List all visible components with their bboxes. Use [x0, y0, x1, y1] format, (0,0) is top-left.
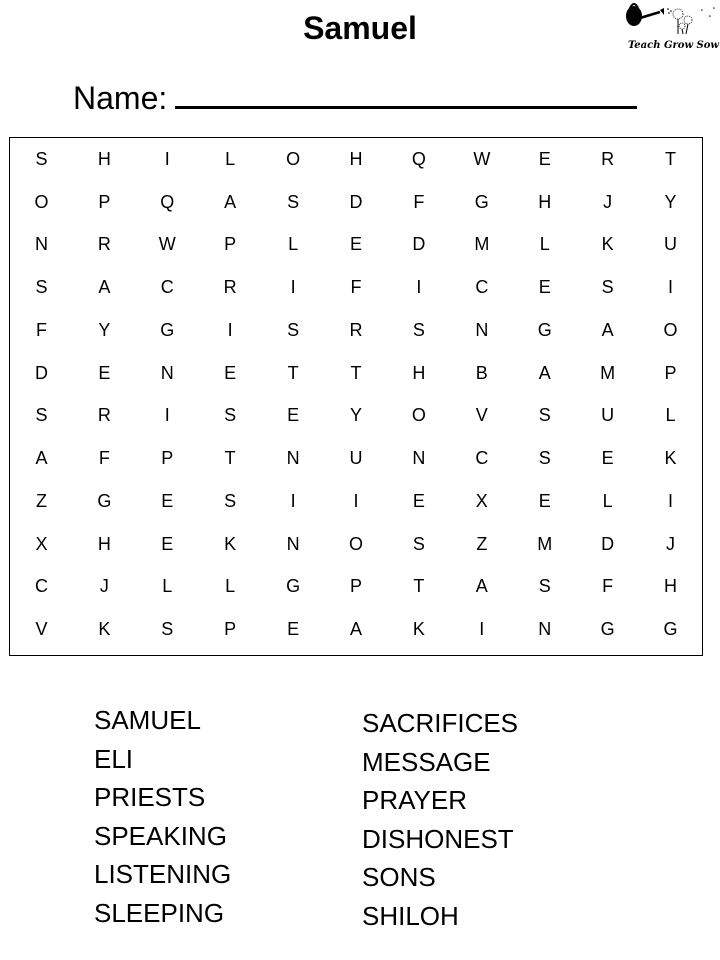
grid-letter: S — [287, 191, 300, 212]
grid-letter: E — [287, 405, 300, 426]
teach-grow-sow-logo — [620, 2, 720, 58]
grid-letter: N — [412, 448, 426, 469]
grid-letter: M — [474, 234, 490, 255]
svg-text:⋆: ⋆ — [708, 14, 712, 20]
grid-letter: S — [224, 490, 237, 511]
grid-letter: C — [34, 576, 48, 597]
name-blank-line[interactable] — [175, 82, 637, 109]
grid-letter: K — [224, 533, 237, 554]
grid-letter: N — [34, 234, 48, 255]
grid-letter: H — [97, 533, 111, 554]
grid-letter: G — [286, 576, 301, 597]
grid-letter: C — [475, 448, 489, 469]
grid-letter: E — [538, 277, 551, 298]
grid-letter: I — [290, 277, 296, 298]
grid-letter: A — [224, 191, 237, 212]
grid-letter: R — [97, 234, 111, 255]
grid-letter: W — [473, 148, 491, 169]
grid-letter: V — [475, 405, 488, 426]
grid-letter: J — [603, 191, 613, 212]
grid-letter: R — [223, 277, 237, 298]
word-list-item: SONS — [362, 862, 436, 892]
grid-letter: G — [97, 490, 112, 511]
word-list-item: DISHONEST — [362, 823, 514, 854]
grid-letter: L — [162, 576, 173, 597]
grid-letter: H — [664, 576, 678, 597]
grid-letter: T — [224, 448, 236, 469]
grid-letter: K — [664, 448, 677, 469]
grid-letter: A — [538, 362, 551, 383]
grid-letter: I — [416, 277, 422, 298]
grid-letter: S — [161, 619, 174, 640]
grid-letter: R — [97, 405, 111, 426]
grid-letter: D — [601, 533, 615, 554]
grid-letter: N — [286, 448, 300, 469]
grid-letter: G — [663, 619, 678, 640]
page-title: Samuel — [303, 10, 417, 46]
name-field-row — [73, 80, 637, 117]
word-list-item: SHILOH — [362, 900, 459, 931]
word-list-item: LISTENING — [94, 859, 232, 889]
grid-letter: O — [663, 319, 678, 340]
name-label: Name: — [73, 80, 168, 116]
grid-letter: K — [412, 619, 425, 640]
grid-letter: P — [224, 619, 237, 640]
grid-letter: P — [98, 191, 111, 212]
grid-letter: F — [35, 319, 47, 340]
grid-letter: U — [601, 405, 615, 426]
grid-letter: S — [35, 277, 48, 298]
grid-letter: J — [666, 533, 676, 554]
grid-letter: F — [350, 277, 362, 298]
word-list-item: SAMUEL — [94, 705, 201, 735]
grid-letter: L — [225, 148, 236, 169]
grid-letter: C — [475, 277, 489, 298]
grid-letter: F — [98, 448, 110, 469]
word-list-left — [94, 701, 231, 932]
grid-letter: A — [98, 277, 111, 298]
grid-letter: L — [665, 405, 676, 426]
grid-letter: G — [537, 319, 552, 340]
grid-letter: M — [537, 533, 553, 554]
grid-letter: Y — [349, 405, 362, 426]
grid-letter: R — [349, 319, 363, 340]
grid-letter: E — [287, 619, 300, 640]
word-list-item: SLEEPING — [94, 897, 225, 928]
grid-letter: E — [224, 362, 237, 383]
grid-letter: S — [538, 405, 551, 426]
grid-letter: G — [160, 319, 175, 340]
word-list-item: PRAYER — [362, 785, 467, 815]
grid-letter: A — [601, 319, 614, 340]
grid-letter: G — [600, 619, 615, 640]
grid-letter: A — [475, 576, 488, 597]
grid-letter: H — [349, 148, 363, 169]
grid-letter: S — [412, 533, 425, 554]
grid-letter: I — [164, 405, 170, 426]
grid-letter: B — [475, 362, 488, 383]
grid-letter: E — [161, 533, 174, 554]
svg-text:⋆: ⋆ — [712, 6, 716, 12]
grid-letter: I — [668, 490, 674, 511]
grid-letter: S — [287, 319, 300, 340]
grid-letter: X — [475, 490, 488, 511]
grid-letter: S — [538, 448, 551, 469]
grid-letter: X — [35, 533, 48, 554]
grid-letter: L — [602, 490, 613, 511]
grid-letter: Q — [411, 148, 426, 169]
logo-text: Teach Grow Sow — [628, 40, 720, 51]
grid-letter: U — [349, 448, 363, 469]
grid-letter: A — [35, 448, 48, 469]
watering-can-dandelion-icon — [620, 2, 720, 42]
svg-text:⋆: ⋆ — [700, 8, 704, 14]
word-list-item: PRIESTS — [94, 782, 206, 812]
grid-letter: I — [227, 319, 233, 340]
grid-letter: N — [538, 619, 552, 640]
grid-letter: C — [160, 277, 174, 298]
grid-letter: L — [288, 234, 299, 255]
grid-letter: D — [412, 234, 426, 255]
grid-letter: K — [98, 619, 111, 640]
grid-letter: I — [479, 619, 485, 640]
grid-letter: P — [664, 362, 677, 383]
grid-letter: L — [539, 234, 550, 255]
grid-letter: F — [413, 191, 425, 212]
grid-letter: E — [601, 448, 614, 469]
word-list-item: ELI — [94, 743, 134, 774]
word-search-grid — [9, 137, 703, 656]
grid-letter: I — [668, 277, 674, 298]
grid-letter: S — [35, 148, 48, 169]
grid-letter: Y — [98, 319, 111, 340]
grid-letter: H — [412, 362, 426, 383]
grid-letter: Z — [35, 490, 47, 511]
grid-letter: J — [99, 576, 109, 597]
grid-letter: E — [161, 490, 174, 511]
grid-letter: W — [158, 234, 176, 255]
grid-letter: A — [349, 619, 362, 640]
grid-letter: E — [538, 148, 551, 169]
grid-letter: D — [349, 191, 363, 212]
grid-letter: E — [349, 234, 362, 255]
grid-letter: S — [538, 576, 551, 597]
grid-letter: O — [34, 191, 49, 212]
grid-letter: D — [34, 362, 48, 383]
grid-letter: L — [225, 576, 236, 597]
grid-letter: H — [97, 148, 111, 169]
grid-letter: E — [538, 490, 551, 511]
grid-letter: N — [475, 319, 489, 340]
grid-letter: M — [600, 362, 616, 383]
grid-letter: O — [286, 148, 301, 169]
word-list-item: SACRIFICES — [362, 708, 519, 738]
grid-letter: S — [601, 277, 614, 298]
grid-letter: O — [348, 533, 363, 554]
grid-letter: N — [286, 533, 300, 554]
grid-letter: Q — [160, 191, 175, 212]
grid-letter: Z — [476, 533, 488, 554]
word-list-item: SPEAKING — [94, 820, 227, 851]
grid-letter: N — [160, 362, 174, 383]
grid-letter: E — [98, 362, 111, 383]
grid-letter: R — [601, 148, 615, 169]
grid-letter: I — [290, 490, 296, 511]
grid-letter: Y — [664, 191, 677, 212]
grid-letter: P — [349, 576, 362, 597]
grid-letter: I — [353, 490, 359, 511]
grid-letter: G — [474, 191, 489, 212]
word-list-right — [362, 704, 518, 935]
word-list-item: MESSAGE — [362, 746, 491, 777]
grid-letter: T — [665, 148, 677, 169]
grid-letter: T — [287, 362, 299, 383]
grid-letter: T — [413, 576, 425, 597]
grid-letter: P — [161, 448, 174, 469]
grid-letter: P — [224, 234, 237, 255]
grid-letter: S — [412, 319, 425, 340]
grid-letter: T — [350, 362, 362, 383]
grid-letter: S — [35, 405, 48, 426]
grid-letter: E — [412, 490, 425, 511]
grid-letter: I — [164, 148, 170, 169]
grid-letter: K — [601, 234, 614, 255]
grid-letter: U — [664, 234, 678, 255]
grid-letter: S — [224, 405, 237, 426]
grid-letter: O — [411, 405, 426, 426]
grid-letter: F — [602, 576, 614, 597]
grid-letter: H — [538, 191, 552, 212]
grid-letter: V — [35, 619, 48, 640]
